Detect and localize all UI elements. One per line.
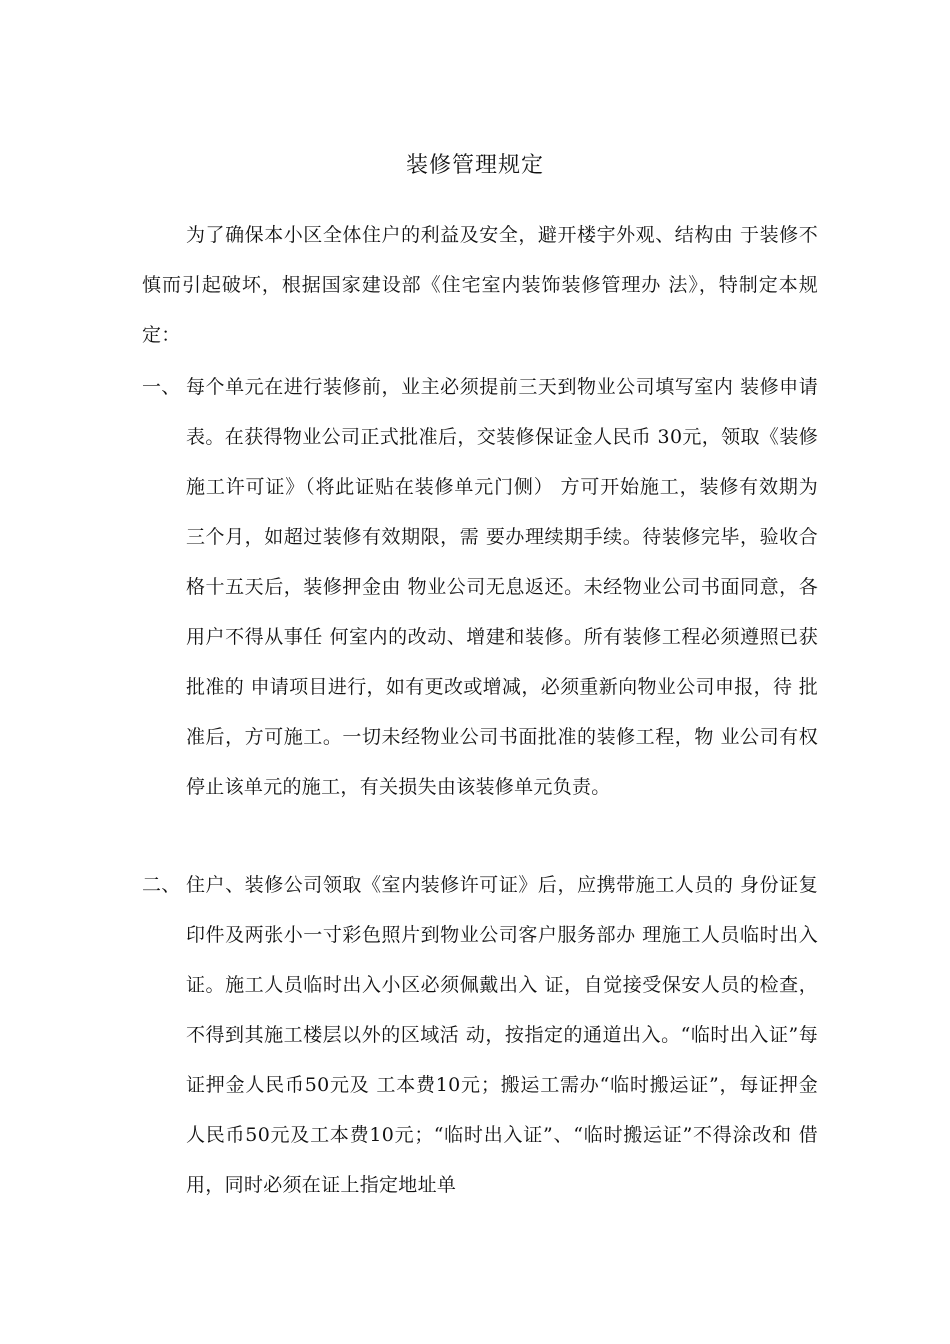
rule-item-1-number: 一、 (142, 376, 181, 398)
document-title: 装修管理规定 (405, 153, 544, 178)
intro-paragraph: 为了确保本小区全体住户的利益及安全，避开楼宇外观、结构由 于装修不慎而引起破坏，根据国家建设部《住宅室内装饰装修管理办 法》，特制定本规定： (142, 224, 818, 346)
rule-item-1 (142, 362, 818, 812)
rule-item-2-number: 二、 (142, 874, 181, 896)
rule-item-1-text: 每个单元在进行装修前，业主必须提前三天到物业公司填写室内 装修申请表。在获得物业公司正式批准后，交装修保证金人民币 30元，领取《装修施工许可证》（将此证贴在装修单元门侧） 方可开始施工，装修有效期为三个月，如超过装修有效期限，需 要办理续期手续。待装修完毕，验收合格十五天后，装修押金由 物业公司无息返还。未经物业公司书面同意，各用户不得从事任 何室内的改动、增建和装修。所有装修工程必须遵照已获批准的 申请项目进行，如有更改或增减，必须重新向物业公司申报，待 批准后，方可施工。一切未经物业公司书面批准的装修工程，物 业公司有权停止该单元的施工，有关损失由该装修单元负责。 (186, 376, 818, 798)
rule-item-2 (142, 860, 818, 1210)
rule-item-2-text: 住户、装修公司领取《室内装修许可证》后，应携带施工人员的 身份证复印件及两张小一寸彩色照片到物业公司客户服务部办 理施工人员临时出入证。施工人员临时出入小区必须佩戴出入 证，自觉接受保安人员的检查，不得到其施工楼层以外的区域活 动，按指定的通道出入。“临时出入证”每证押金人民币50元及 工本费10元；搬运工需办“临时搬运证”，每证押金人民币50元及工本费10元；“临时出入证”、“临时搬运证”不得涂改和 借用，同时必须在证上指定地址单 (186, 874, 818, 1196)
